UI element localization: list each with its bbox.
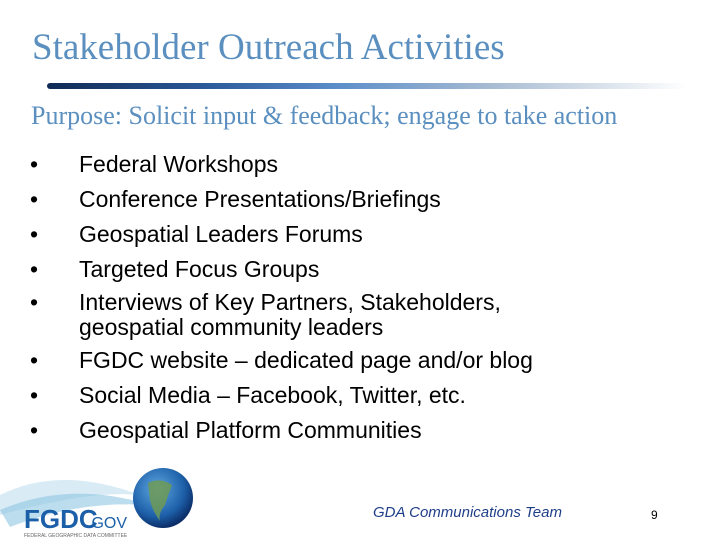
list-item	[30, 185, 639, 214]
bullet-icon: •	[30, 186, 39, 212]
list-item	[30, 346, 639, 375]
list-item-text: Social Media – Facebook, Twitter, etc.	[79, 382, 466, 408]
title-divider	[47, 83, 687, 89]
bullet-icon: •	[30, 417, 39, 443]
bullet-icon: •	[30, 151, 39, 177]
list-item	[30, 220, 639, 249]
logo-text: FGDC	[24, 504, 98, 534]
list-item-text: Federal Workshops	[79, 151, 278, 177]
bullet-icon: •	[30, 382, 39, 408]
bullet-icon: •	[30, 256, 39, 282]
page-number: 9	[651, 508, 658, 522]
list-item-text: Geospatial Leaders Forums	[79, 221, 363, 247]
footer-text: GDA Communications Team	[373, 504, 562, 521]
slide-title: Stakeholder Outreach Activities	[32, 27, 505, 68]
activity-list	[30, 150, 639, 451]
list-item	[30, 255, 639, 284]
bullet-icon: •	[30, 289, 39, 315]
list-item-text: Conference Presentations/Briefings	[79, 186, 441, 212]
logo-subtitle: FEDERAL GEOGRAPHIC DATA COMMITTEE	[24, 533, 128, 539]
purpose-statement: Purpose: Solicit input & feedback; engage to take action	[31, 101, 618, 130]
bullet-icon: •	[30, 221, 39, 247]
list-item	[30, 416, 639, 445]
list-item	[30, 150, 639, 179]
list-item	[30, 381, 639, 410]
list-item-text: Interviews of Key Partners, Stakeholders, geospatial community leaders	[79, 289, 501, 340]
list-item	[30, 290, 519, 340]
bullet-icon: •	[30, 347, 39, 373]
list-item-text: FGDC website – dedicated page and/or blog	[79, 347, 533, 373]
list-item-text: Geospatial Platform Communities	[79, 417, 422, 443]
fgdc-logo	[0, 455, 240, 540]
list-item-text: Targeted Focus Groups	[79, 256, 320, 282]
logo-suffix: .GOV	[87, 515, 128, 532]
